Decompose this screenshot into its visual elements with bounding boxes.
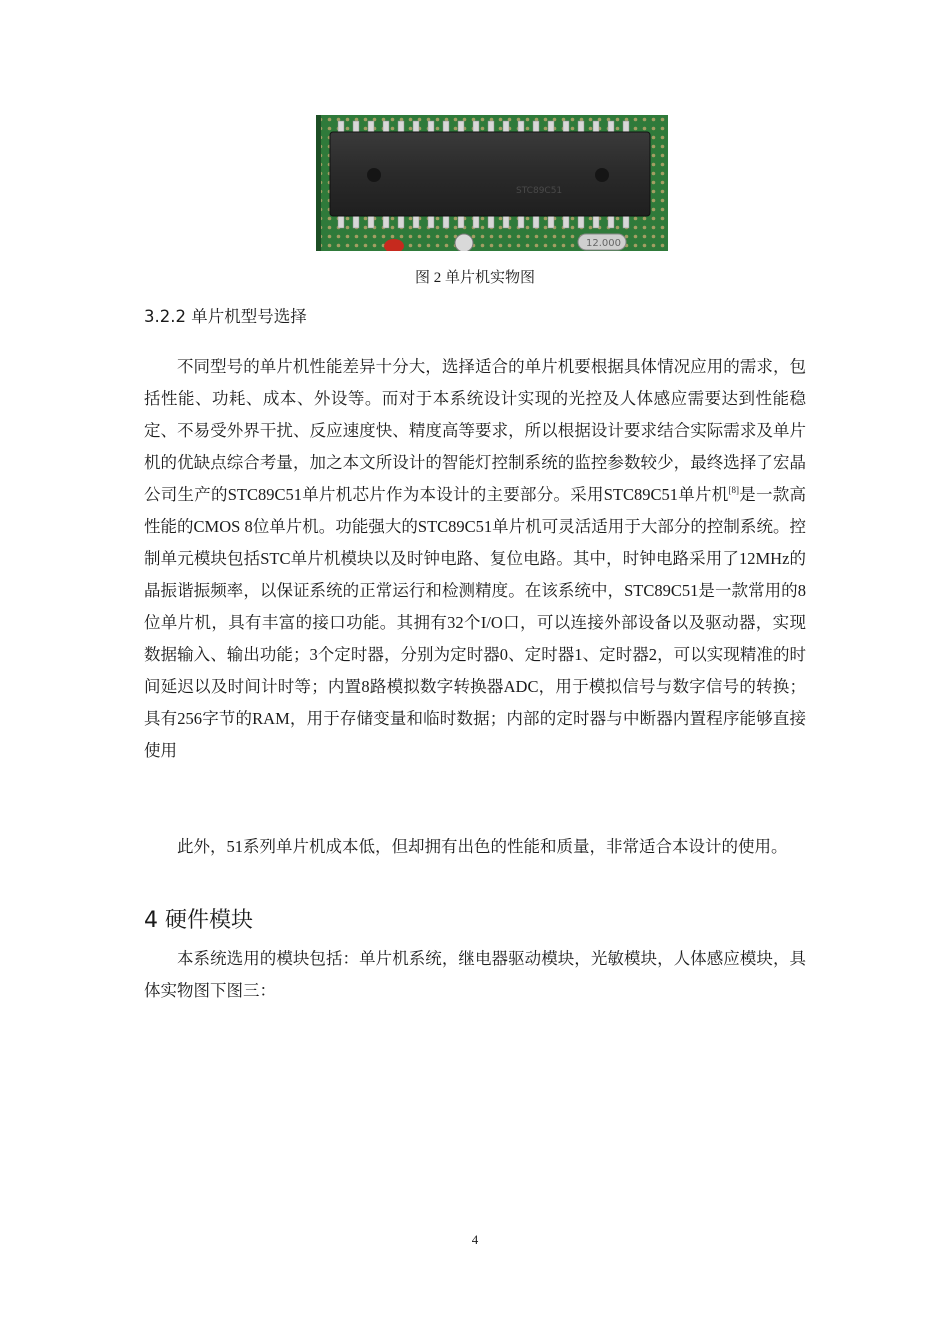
mcu-photo (316, 115, 668, 251)
paragraph-cost: 此外，51系列单片机成本低，但却拥有出色的性能和质量，非常适合本设计的使用。 (177, 837, 788, 856)
chip-marking: STC89C51 (516, 186, 563, 196)
paragraph-text: 不同型号的单片机性能差异十分大，选择适合的单片机要根据具体情况应用的需求，包括性能、功耗、成本、外设等。而对于本系统设计实现的光控及人体感应需要达到性能稳定、不易受外界干扰、反应速度快、精度高等要求，所以根据设计要求结合实际需求及单片机的优缺点综合考量，加之本文所设计的智能灯控制系统的监控参数较少，最终选择了宏晶公司生产的STC89C51单片机芯片作为本设计的主要部分。采用STC89C51单片机 (144, 357, 806, 504)
mcu-photo-image (316, 115, 668, 251)
reference-mark: [8] (728, 485, 739, 495)
paragraph-modules: 本系统选用的模块包括：单片机系统，继电器驱动模块，光敏模块，人体感应模块，具体实物图下图三： (144, 949, 806, 1000)
paragraph-mcu-selection (144, 351, 806, 767)
subsection-heading: 3.2.2 单片机型号选择 (144, 307, 307, 326)
crystal-marking: 12.000 (586, 238, 621, 249)
figure-caption: 图 2 单片机实物图 (414, 270, 535, 286)
paragraph-text-continued: 是一款高性能的CMOS 8位单片机。功能强大的STC89C51单片机可灵活适用于大部分的控制系统。控制单元模块包括STC单片机模块以及时钟电路、复位电路。其中，时钟电路采用了12MHz的晶振谐振频率，以保证系统的正常运行和检测精度。在该系统中，STC89C51是一款常用的8位单片机，具有丰富的接口功能。其拥有32个I/O口，可以连接外部设备以及驱动器，实现数据输入、输出功能；3个定时器，分别为定时器0、定时器1、定时器2，可以实现精准的时间延迟以及时间计时等；内置8路模拟数字转换器ADC，用于模拟信号与数字信号的转换；具有256字节的RAM，用于存储变量和临时数据；内部的定时器与中断器内置程序能够直接使用 (144, 485, 806, 760)
page-number: 4 (471, 1232, 479, 1247)
section-heading: 4 硬件模块 (144, 908, 253, 933)
